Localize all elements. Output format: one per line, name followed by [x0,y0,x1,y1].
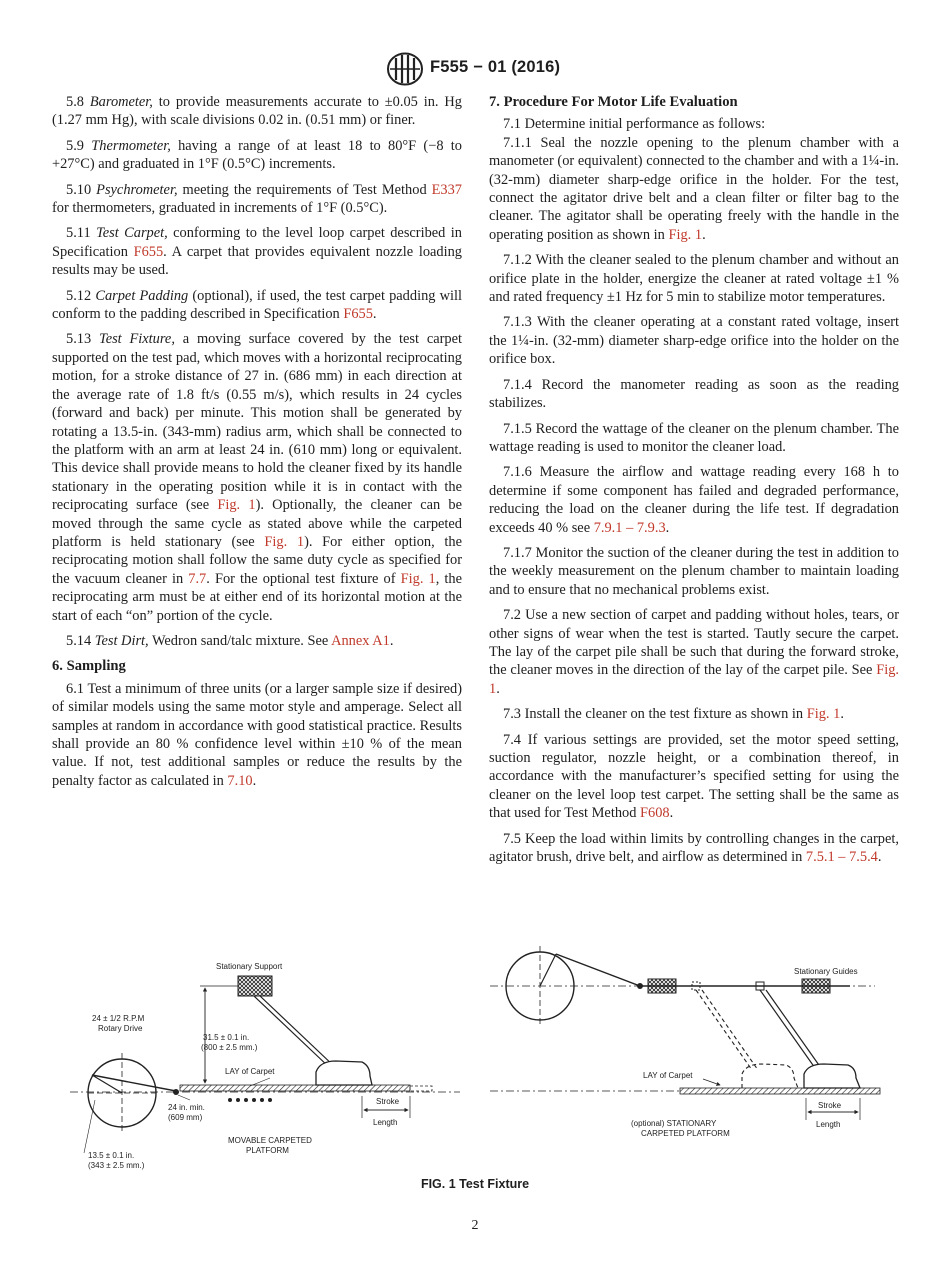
label-lay-of-carpet-optional: LAY of Carpet [643,1071,693,1080]
clause-7-1: 7.1 Determine initial performance as follows: [503,116,766,133]
clause-6-1: 6.1 Test a minimum of three units (or a larger sample size if desired) of similar models using the same motor style and amperage. Select all samples at random in accordance with good statistical practice. Results shall provide an 80 % confidence level within ±10 % of the mean value. If not, test additional samples or reduce the results by the penalty factor as calculated in 7.10. [52,680,462,789]
ref-link-f608[interactable]: F608 [640,805,670,822]
platform-rollers [228,1098,272,1102]
stationary-platform-diagram [490,946,880,1138]
ref-link-fig-1[interactable]: Fig. 1 [806,706,841,723]
clause-7-5: 7.5 Keep the load within limits by controlling changes in the carpet, agitator brush, drive belt, and airflow as determined in 7.5.1 – 7.5.4. [489,830,899,866]
label-lay-of-carpet: LAY of Carpet [225,1067,275,1076]
label-height: 31.5 ± 0.1 in. [203,1033,250,1042]
label-stroke-optional: Stroke [818,1101,842,1110]
label-radius: 13.5 ± 0.1 in. [88,1151,135,1160]
ref-link-7-7[interactable]: 7.7 [188,570,207,587]
label-stroke-length-optional: Length [816,1120,841,1129]
ref-link-f655[interactable]: F655 [343,306,373,323]
label-rotary-drive: Rotary Drive [98,1024,143,1033]
label-stationary-platform-2: CARPETED PLATFORM [641,1129,730,1138]
right-column [489,93,899,866]
clause-7-1-2: 7.1.2 With the cleaner sealed to the plenum chamber and without an orifice plate in the holder, energize the cleaner at rated voltage ±1 % and rated frequency ±1 Hz for 5 min to stabilize motor temperatures. [489,252,899,306]
label-rpm: 24 ± 1/2 R.P.M [92,1014,145,1023]
clause-7-1-1: 7.1.1 Seal the nozzle opening to the plenum chamber with a manometer (or equivalent) connected to the chamber and with a 1¼-in. (32-mm) diameter sharp-edge orifice in the holder. For the test, connect the agitator drive belt and a clean filter or filter bag to the cleaner. The agitator shall be operating freely with the handle in the operating position as shown in Fig. 1. [489,134,899,243]
label-radius-mm: (343 ± 2.5 mm.) [88,1161,145,1170]
label-stationary-platform: (optional) STATIONARY [631,1119,717,1128]
ref-link-fig-1[interactable]: Fig. 1 [668,226,703,243]
clause-7-1-4: 7.1.4 Record the manometer reading as soon as the reading stabilizes. [489,376,899,412]
clause-5-13: 5.13 Test Fixture, a moving surface covered by the test carpet supported on the test pad, which moves with a horizontal reciprocating motion, for a stroke distance of 27 in. (686 mm) in each direction at the average rate of 1.8 ft/s (0.55 m/s), which results in 24 cycles (forward and back) per minute. This motion shall be generated by rotating a 13.5-in. (343-mm) radius arm, which shall be connected to the platform with an arm at least 24 in. (610 mm) long or equivalent. This device shall provide means to hold the cleaner fixed by its handle stationary in the operating position while it is in contact with the reciprocating surface (see Fig. 1). Optionally, the cleaner can be moved through the same cycle as stated above while the carpeted platform is held stationary (see Fig. 1). For either option, the reciprocating motion shall follow the same duty cycle as specified for the vacuum cleaner in 7.7. For the optional test fixture of Fig. 1, the reciprocating arm must be at either end of its horizontal motion at the start of each “on” portion of the cycle. [52,331,463,624]
ref-link-7-9-1-7-9-3[interactable]: 7.9.1 – 7.9.3 [593,519,666,536]
label-arm-length: 24 in. min. [168,1103,205,1112]
ref-link-7-10[interactable]: 7.10 [227,772,253,789]
ref-link-annex-a1[interactable]: Annex A1 [331,632,390,649]
clause-7-1-6: 7.1.6 Measure the airflow and wattage reading every 168 h to determine if some component has failed and degraded performance, reducing the load on the cleaner during the life test. If degradation exceeds 40 % see 7.9.1 – 7.9.3. [489,464,899,536]
section-heading-sampling: 6. Sampling [52,658,126,675]
left-column [52,93,462,790]
clause-7-1-7: 7.1.7 Monitor the suction of the cleaner during the test in addition to the weekly measurement on the plenum chamber to maintain loading and to ensure that no mechanical problems exist. [489,544,899,598]
clause-7-4: 7.4 If various settings are provided, set the motor speed setting, suction regulator, nozzle height, or a combination thereof, in accordance with the manufacturer’s specified setting for using the cleaner on the level loop test carpet. The setting shall be the same as that used for Test Method F608. [489,731,899,822]
stationary-support [238,976,272,996]
figure-caption: FIG. 1 Test Fixture [420,1177,530,1191]
clause-5-12: 5.12 Carpet Padding (optional), if used, the test carpet padding will conform to the padding described in Specification F655. [52,287,462,323]
ref-link-f655[interactable]: F655 [133,243,164,260]
label-stroke: Stroke [376,1097,400,1106]
clause-7-2: 7.2 Use a new section of carpet and padding without holes, tears, or other signs of wear when the test is started. Tautly secure the carpet. The lay of the carpet pile shall be such that during the forward stroke, the cleaner moves in the direction of the lay of the carpet pile. See Fig. 1. [489,607,899,697]
ref-link-e337[interactable]: E337 [431,181,462,198]
clause-7-1-3: 7.1.3 With the cleaner operating at a constant rated voltage, insert the 1¼-in. (32-mm) diameter sharp-edge orifice into the holder on the orifice box. [489,314,899,368]
page-header [0,52,950,86]
movable-carpet-strip [180,1085,410,1091]
vacuum-cleaner-body-optional [804,1064,860,1088]
label-stationary-guides: Stationary Guides [794,967,858,976]
ref-link-7-5-1-7-5-4[interactable]: 7.5.1 – 7.5.4 [805,849,878,866]
clause-5-8: 5.8 Barometer, to provide measurements accurate to ±0.05 in. Hg (1.27 mm Hg), with scale divisions 0.02 in. (0.51 mm) or finer. [52,94,462,129]
section-heading-procedure: 7. Procedure For Motor Life Evaluation [489,94,738,110]
label-stationary-support: Stationary Support [216,962,283,971]
astm-logo-icon [386,52,424,86]
label-movable-platform-2: PLATFORM [246,1146,289,1155]
test-fixture-drawing [40,928,920,1183]
standard-designation: F555 − 01 (2016) [430,58,561,76]
clause-5-14: 5.14 Test Dirt, Wedron sand/talc mixture. See Annex A1. [66,632,394,649]
connecting-arm-optional [556,954,640,986]
stationary-carpet-strip [680,1088,880,1094]
label-movable-platform: MOVABLE CARPETED [228,1136,312,1145]
label-arm-length-mm: (609 mm) [168,1113,203,1122]
stationary-guide-left [648,979,676,993]
label-stroke-length: Length [373,1118,398,1127]
clause-5-10: 5.10 Psychrometer, meeting the requirements of Test Method E337 for thermometers, graduated in increments of 1°F (0.5°C). [52,181,462,217]
clause-7-1-5: 7.1.5 Record the wattage of the cleaner on the plenum chamber. The wattage reading is used to monitor the cleaner load. [489,420,899,455]
label-height-mm: (800 ± 2.5 mm.) [201,1043,258,1052]
vacuum-cleaner-body [316,1061,372,1085]
ref-link-fig-1[interactable]: Fig. 1 [489,662,899,697]
clause-5-9: 5.9 Thermometer, having a range of at least 18 to 80°F (−8 to +27°C) and graduated in 1°F (0.5°C) increments. [52,137,462,173]
clause-5-11: 5.11 Test Carpet, conforming to the level loop carpet described in Specification F655. A carpet that provides equivalent nozzle loading results may be used. [52,225,462,279]
clause-7-3: 7.3 Install the cleaner on the test fixture as shown in Fig. 1. [503,706,844,723]
ref-link-fig-1[interactable]: Fig. 1 [400,570,436,587]
stationary-guide-right [802,979,830,993]
movable-platform-diagram [70,962,460,1170]
figure-1-test-fixture [40,928,920,1183]
ref-link-fig-1[interactable]: Fig. 1 [217,497,256,514]
ref-link-fig-1[interactable]: Fig. 1 [264,533,305,550]
page-number: 2 [471,1218,479,1233]
